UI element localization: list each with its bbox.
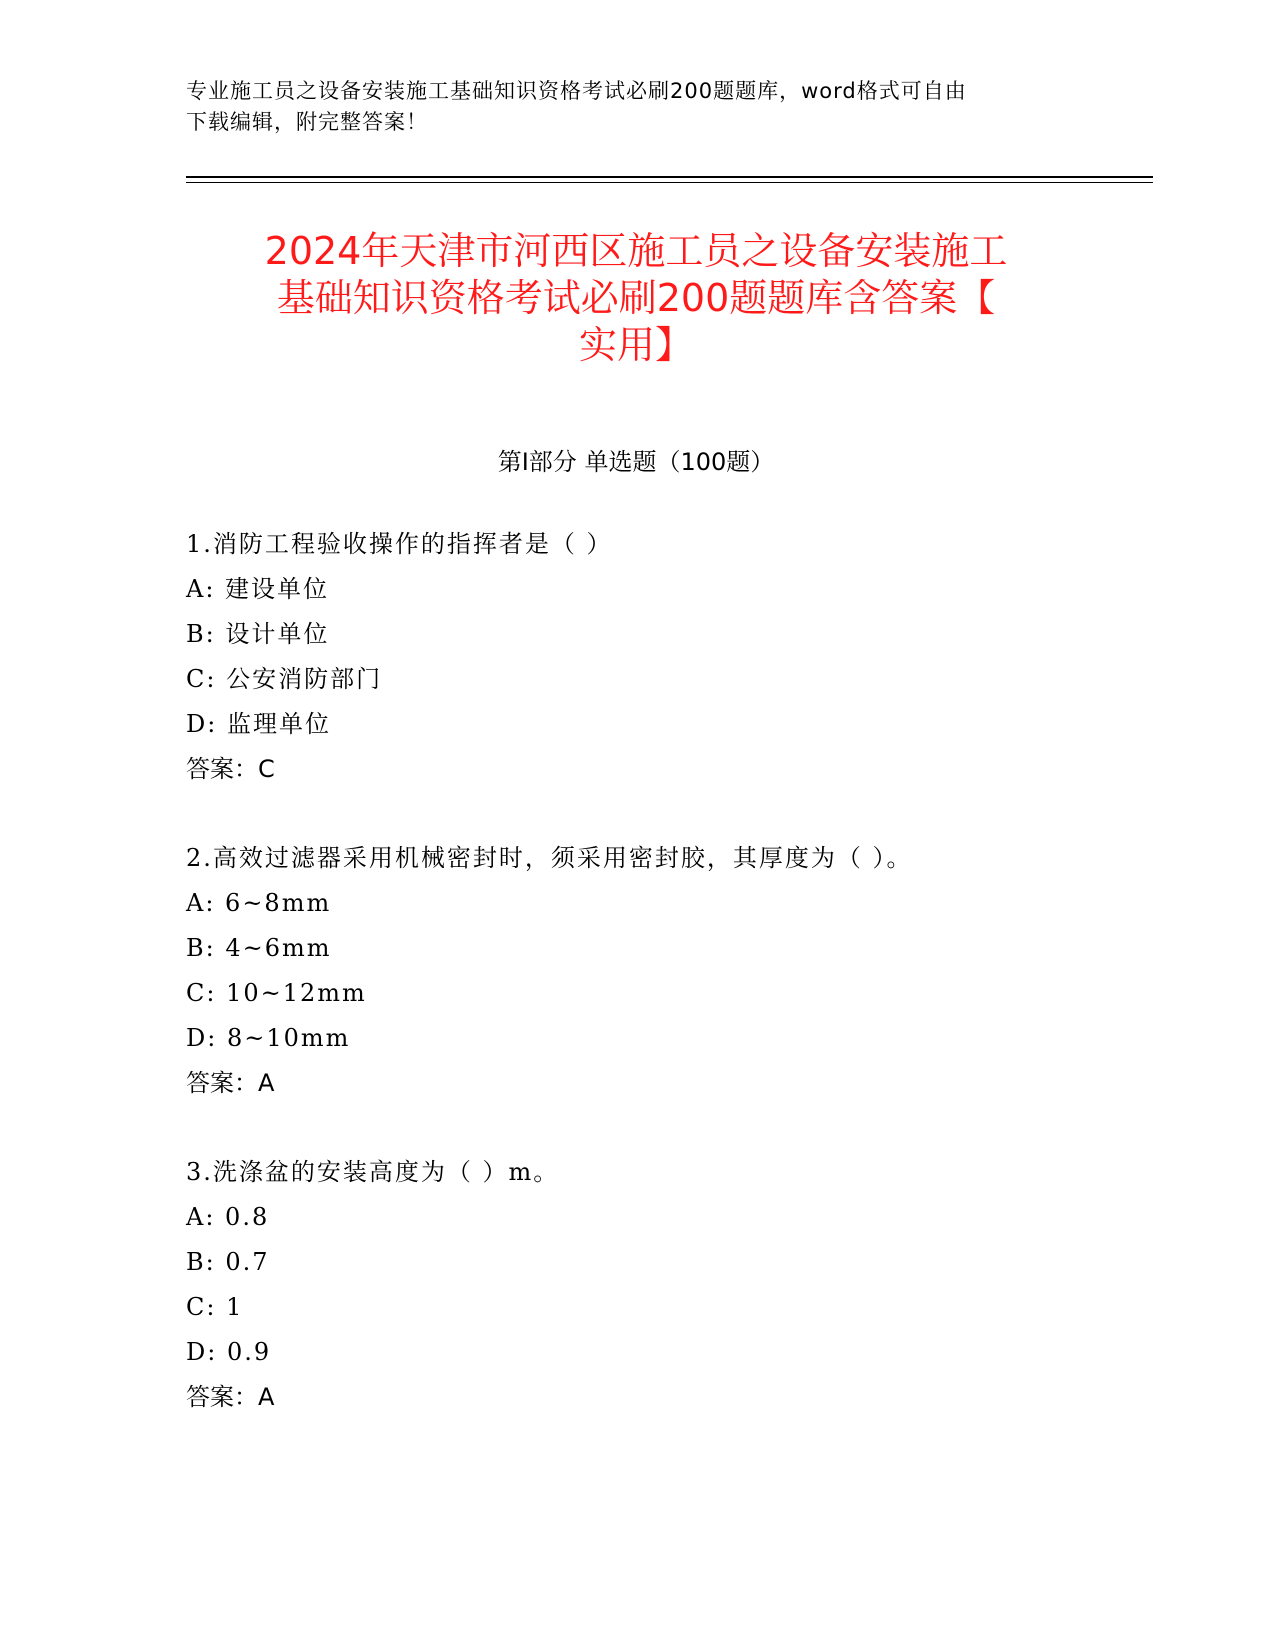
question-stem: 2.高效过滤器采用机械密封时，须采用密封胶，其厚度为（ ）。 <box>186 844 913 872</box>
option-b: B: 设计单位 <box>186 620 330 648</box>
question-stem: 1.消防工程验收操作的指挥者是（ ） <box>186 530 613 558</box>
option-b: B: 4~6mm <box>186 934 332 962</box>
answer: 答案：A <box>186 1069 275 1097</box>
option-b: B: 0.7 <box>186 1248 270 1276</box>
option-d: D: 8~10mm <box>186 1024 351 1052</box>
question-stem: 3.洗涤盆的安装高度为（ ）m。 <box>186 1158 560 1186</box>
question-3 <box>186 1150 1086 1420</box>
option-c: C: 1 <box>186 1293 244 1321</box>
option-a: A: 6~8mm <box>186 889 332 917</box>
answer: 答案：C <box>186 755 275 783</box>
header-note-line-1: 专业施工员之设备安装施工基础知识资格考试必刷200题题库，word格式可自由 <box>186 79 967 103</box>
header-note <box>186 76 1066 138</box>
option-d: D: 0.9 <box>186 1338 272 1366</box>
title-line-3: 实用】 <box>578 323 693 367</box>
document-title <box>186 228 1086 369</box>
option-c: C: 10~12mm <box>186 979 367 1007</box>
header-note-line-2: 下载编辑，附完整答案！ <box>186 110 428 134</box>
section-heading: 第Ⅰ部分 单选题（100题） <box>497 448 775 476</box>
option-a: A: 建设单位 <box>186 575 330 603</box>
title-line-1: 2024年天津市河西区施工员之设备安装施工 <box>264 229 1008 273</box>
option-d: D: 监理单位 <box>186 710 331 738</box>
header-divider-thin <box>186 182 1153 183</box>
question-1 <box>186 522 1086 792</box>
question-2 <box>186 836 1086 1106</box>
option-a: A: 0.8 <box>186 1203 270 1231</box>
answer: 答案：A <box>186 1383 275 1411</box>
header-divider-thick <box>186 176 1153 178</box>
option-c: C: 公安消防部门 <box>186 665 383 693</box>
title-line-2: 基础知识资格考试必刷200题题库含答案【 <box>276 276 996 320</box>
